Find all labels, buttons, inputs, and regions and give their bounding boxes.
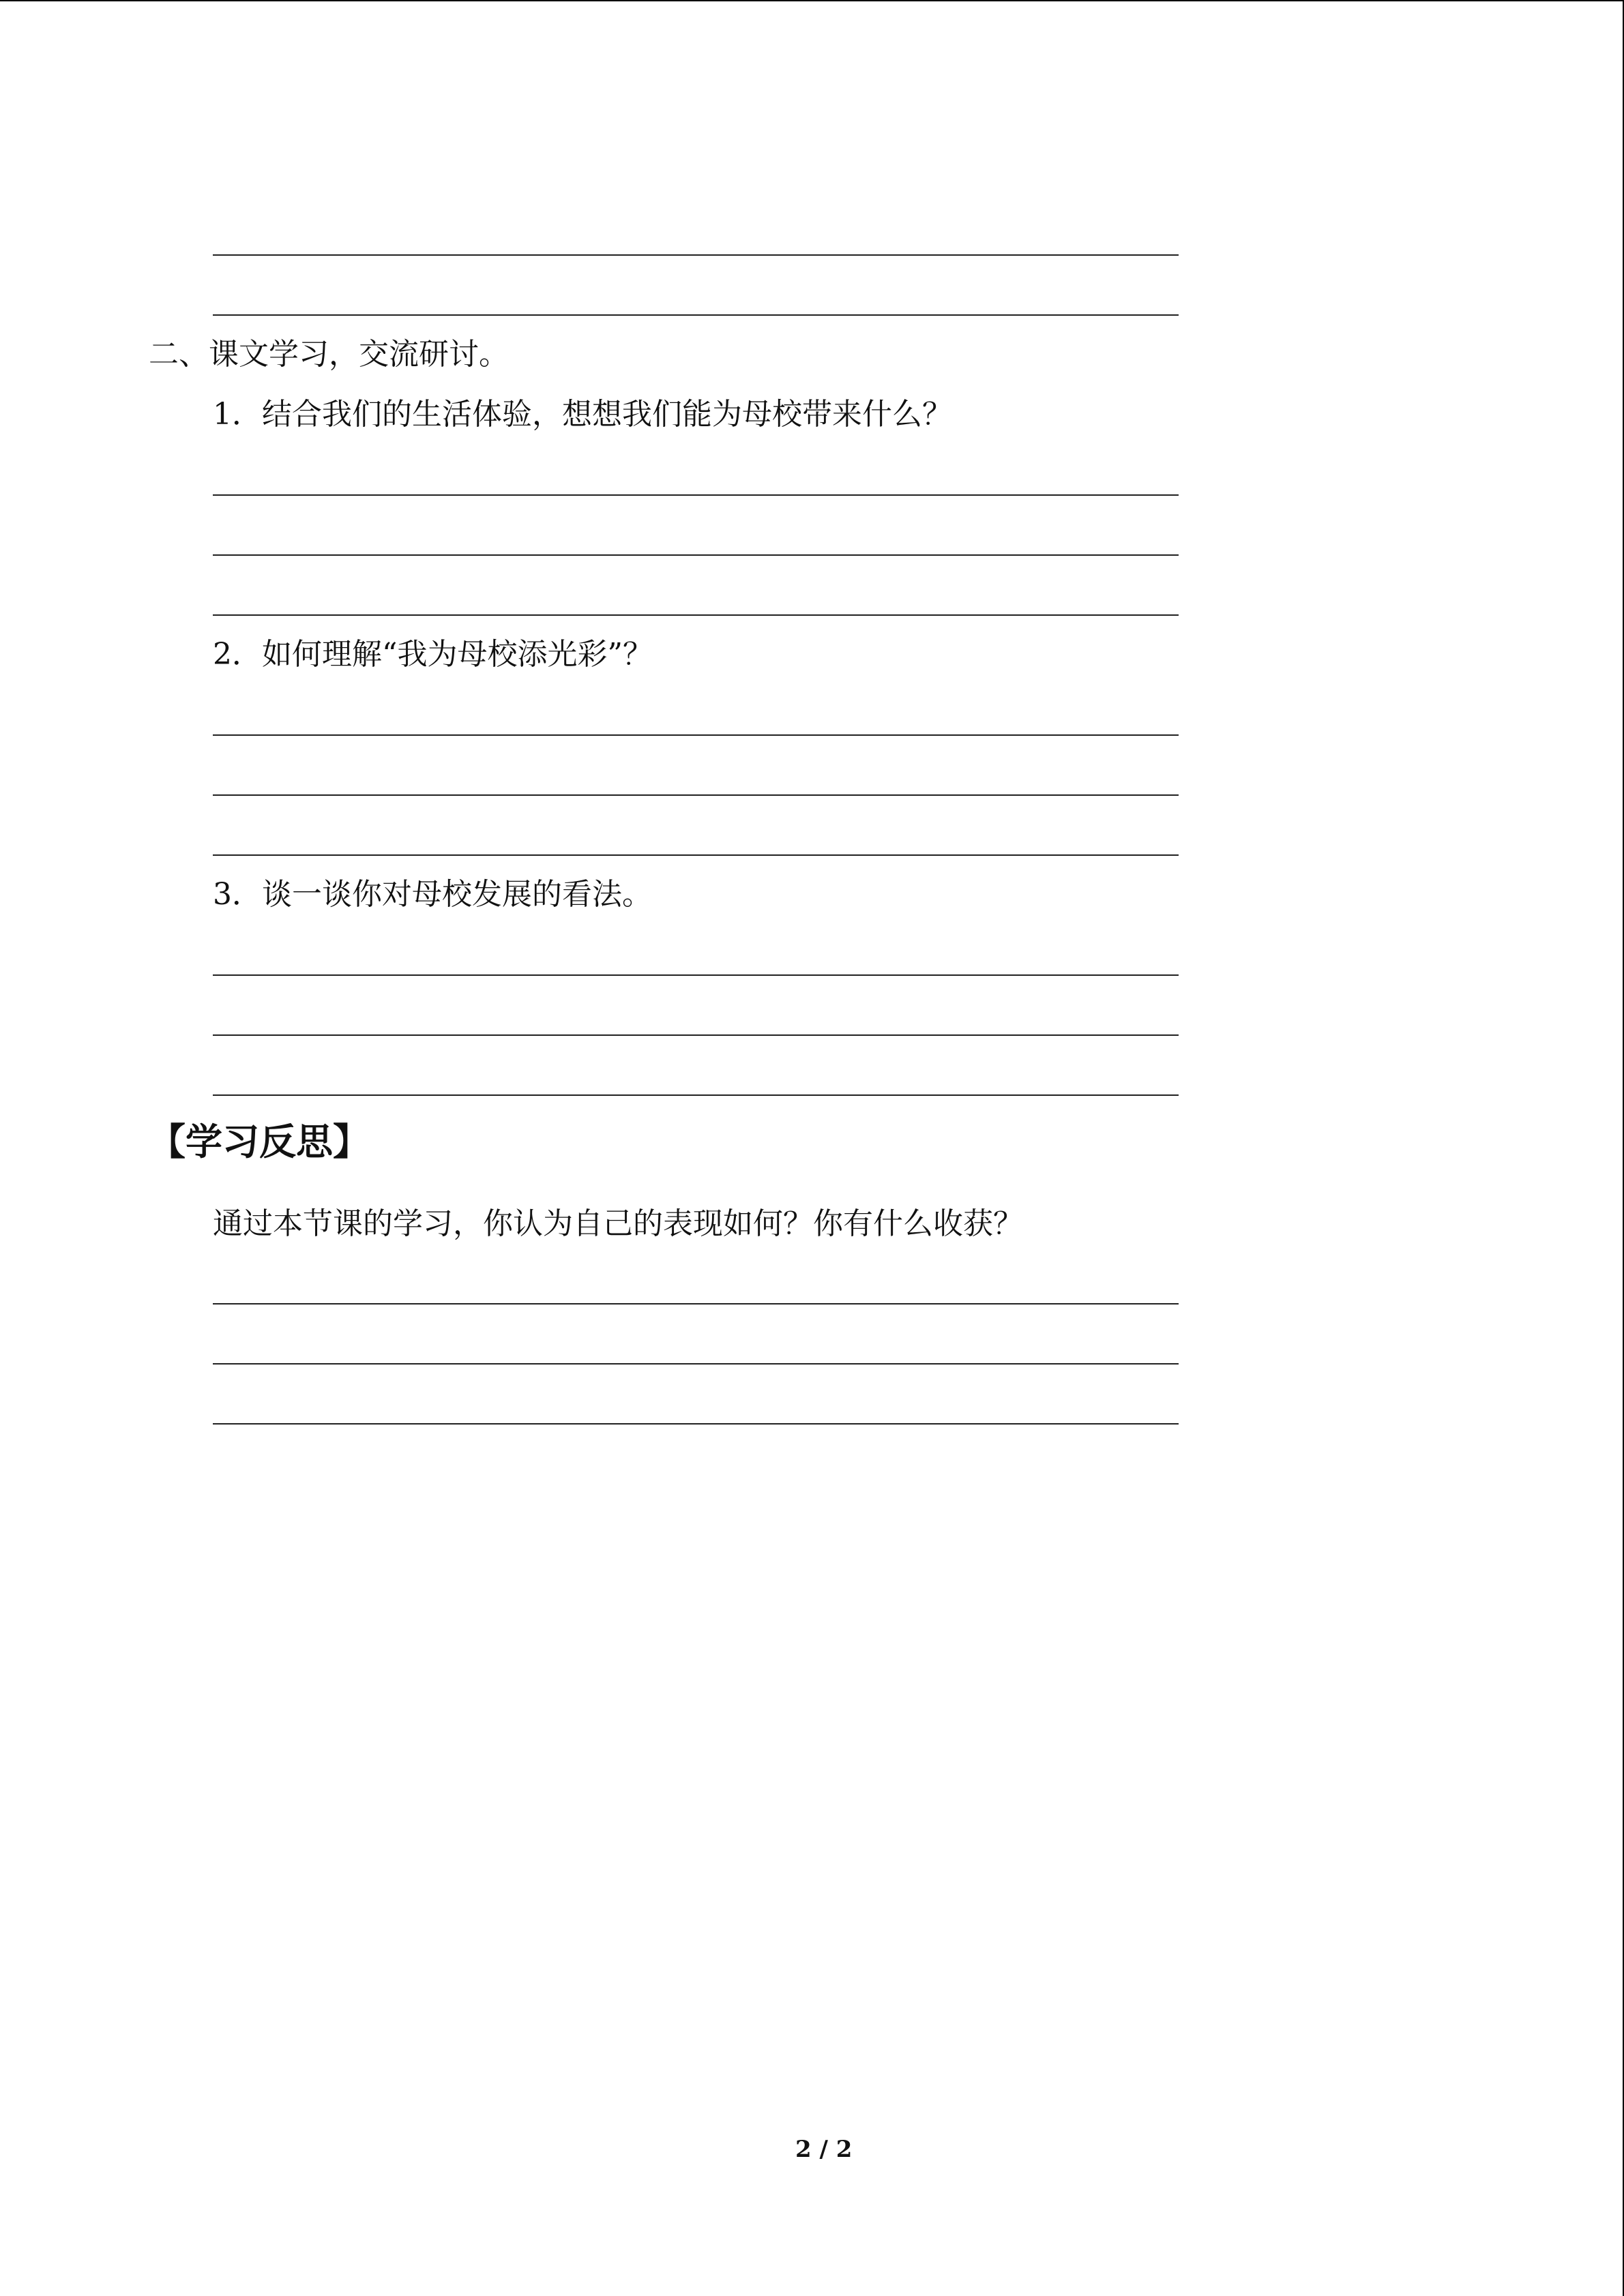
reflection-prompt: 通过本节课的学习，你认为自己的表现如何？你有什么收获？ — [213, 1206, 1023, 1241]
question-2: 2．如何理解“我为母校添光彩”？ — [213, 637, 653, 672]
answer-line[interactable] — [213, 974, 1179, 976]
section-two-title: 二、课文学习，交流研讨。 — [149, 337, 509, 372]
answer-line[interactable] — [213, 554, 1179, 556]
answer-line[interactable] — [213, 614, 1179, 616]
question-1: 1．结合我们的生活体验，想想我们能为母校带来什么？ — [213, 397, 952, 432]
answer-line[interactable] — [213, 254, 1179, 256]
question-3: 3．谈一谈你对母校发展的看法。 — [213, 877, 652, 912]
page-number: 2 / 2 — [795, 2136, 853, 2163]
answer-line[interactable] — [213, 494, 1179, 496]
answer-line[interactable] — [213, 1094, 1179, 1096]
answer-line[interactable] — [213, 1303, 1179, 1304]
answer-line[interactable] — [213, 1363, 1179, 1365]
answer-line[interactable] — [213, 734, 1179, 736]
reflection-heading: 【学习反思】 — [149, 1120, 370, 1163]
answer-line[interactable] — [213, 314, 1179, 316]
answer-line[interactable] — [213, 1034, 1179, 1036]
answer-line[interactable] — [213, 1423, 1179, 1425]
answer-line[interactable] — [213, 854, 1179, 856]
answer-line[interactable] — [213, 794, 1179, 796]
